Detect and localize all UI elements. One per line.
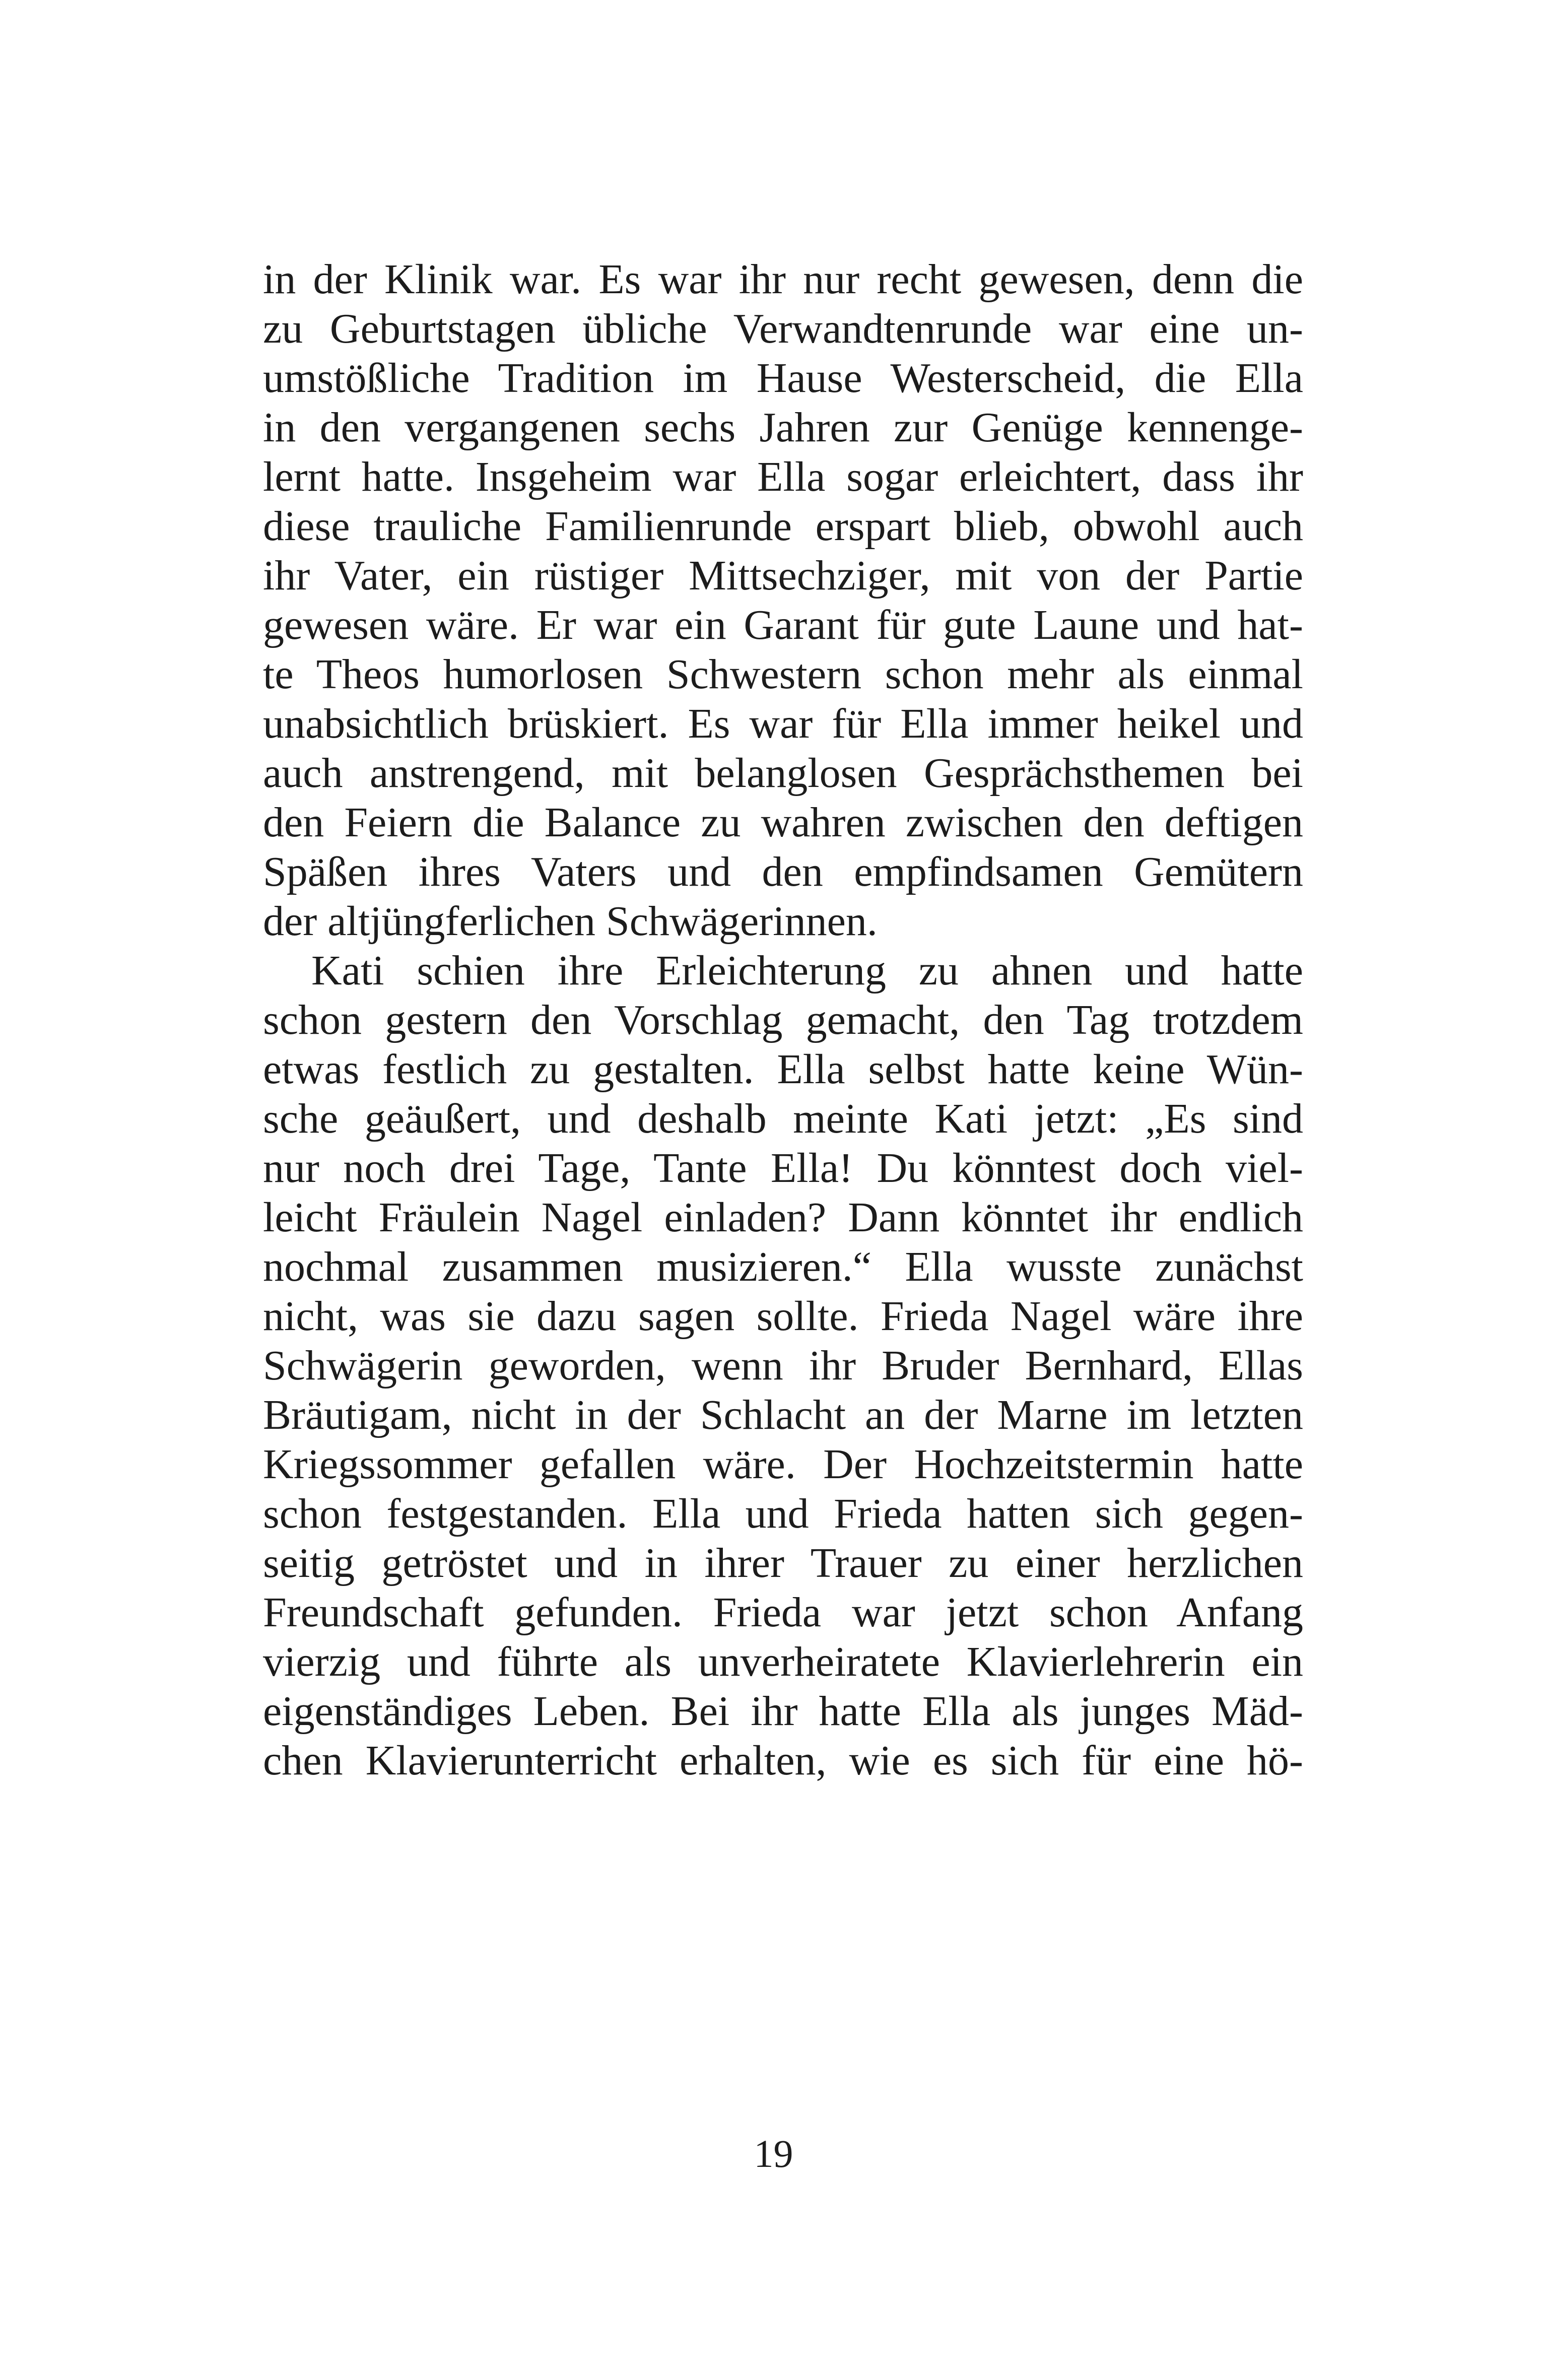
text-line: schon gestern den Vorschlag gemacht, den Tag trotzdem — [263, 997, 1303, 1043]
text-line: den Feiern die Balance zu wahren zwischen den deftigen — [263, 799, 1303, 846]
text-line: eigenständiges Leben. Bei ihr hatte Ella als junges Mäd- — [263, 1688, 1303, 1735]
text-line: seitig getröstet und in ihrer Trauer zu einer herzlichen — [263, 1540, 1303, 1586]
text-line: unabsichtlich brüskiert. Es war für Ella immer heikel und — [263, 700, 1303, 747]
body-text — [263, 255, 1303, 1786]
text-line: nur noch drei Tage, Tante Ella! Du könntest doch viel- — [263, 1145, 1303, 1192]
text-line: sche geäußert, und deshalb meinte Kati jetzt: „Es sind — [263, 1095, 1303, 1142]
text-line: Späßen ihres Vaters und den empfindsamen Gemütern — [263, 848, 1303, 895]
text-line: chen Klavierunterricht erhalten, wie es sich für eine hö- — [263, 1737, 1303, 1784]
text-line: nicht, was sie dazu sagen sollte. Frieda Nagel wäre ihre — [263, 1293, 1303, 1340]
text-line: in der Klinik war. Es war ihr nur recht gewesen, denn die — [263, 256, 1303, 303]
text-line: Schwägerin geworden, wenn ihr Bruder Bernhard, Ellas — [263, 1342, 1303, 1389]
text-line: leicht Fräulein Nagel einladen? Dann könntet ihr endlich — [263, 1194, 1303, 1241]
text-line: auch anstrengend, mit belanglosen Gesprächsthemen bei — [263, 750, 1303, 797]
text-line: etwas festlich zu gestalten. Ella selbst hatte keine Wün- — [263, 1046, 1303, 1093]
text-line: te Theos humorlosen Schwestern schon mehr als einmal — [263, 651, 1303, 698]
text-line: diese trauliche Familienrunde erspart blieb, obwohl auch — [263, 503, 1303, 550]
text-line: Kriegssommer gefallen wäre. Der Hochzeitstermin hatte — [263, 1441, 1303, 1488]
text-line: lernt hatte. Insgeheim war Ella sogar erleichtert, dass ihr — [263, 453, 1303, 500]
text-line: gewesen wäre. Er war ein Garant für gute Laune und hat- — [263, 602, 1303, 648]
text-line: der altjüngferlichen Schwägerinnen. — [263, 898, 878, 945]
text-line: Kati schien ihre Erleichterung zu ahnen und hatte — [311, 947, 1303, 994]
text-line: zu Geburtstagen übliche Verwandtenrunde war eine un- — [263, 305, 1303, 352]
text-line: umstößliche Tradition im Hause Westerscheid, die Ella — [263, 355, 1303, 402]
text-line: nochmal zusammen musizieren.“ Ella wusste zunächst — [263, 1243, 1303, 1290]
paragraph-2 — [263, 946, 1303, 1786]
paragraph-1 — [263, 255, 1303, 946]
text-line: in den vergangenen sechs Jahren zur Genüge kennenge- — [263, 404, 1303, 451]
text-line: vierzig und führte als unverheiratete Klavierlehrerin ein — [263, 1638, 1303, 1685]
text-line: Freundschaft gefunden. Frieda war jetzt schon Anfang — [263, 1589, 1303, 1636]
page-number: 19 — [754, 2132, 793, 2175]
text-line: ihr Vater, ein rüstiger Mittsechziger, mit von der Partie — [263, 552, 1303, 599]
text-line: Bräutigam, nicht in der Schlacht an der Marne im letzten — [263, 1392, 1303, 1438]
text-line: schon festgestanden. Ella und Frieda hatten sich gegen- — [263, 1490, 1303, 1537]
